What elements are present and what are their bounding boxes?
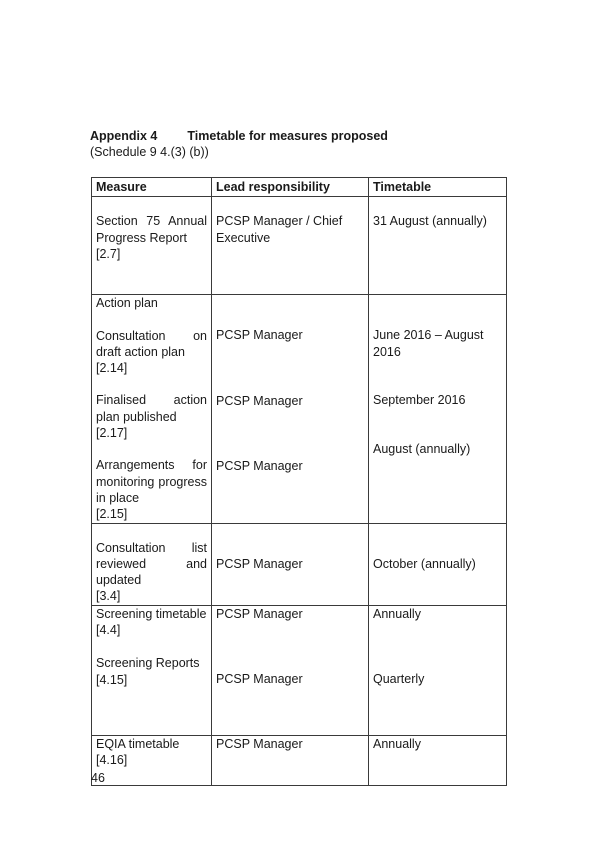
- measure-text: Consultation list reviewed and updated: [96, 540, 207, 588]
- timetable-text: August (annually): [373, 442, 471, 457]
- timetable-text: Annually: [373, 736, 421, 751]
- measure-text: EQIA timetable: [96, 736, 180, 751]
- timetable-cell: [369, 523, 507, 605]
- measure-text: Finalised action plan published: [96, 393, 207, 424]
- lead-text: PCSP Manager: [216, 556, 303, 571]
- paragraph-ref: [4.15]: [96, 672, 128, 687]
- lead-text: PCSP Manager: [216, 458, 303, 473]
- appendix-heading: [90, 128, 388, 144]
- appendix-title: Timetable for measures proposed: [187, 129, 388, 143]
- lead-text: PCSP Manager / Chief Executive: [216, 214, 343, 245]
- paragraph-ref: [2.17]: [96, 426, 128, 441]
- lead-text: PCSP Manager: [216, 328, 303, 343]
- paragraph-ref: [3.4]: [96, 589, 121, 604]
- timetable-cell: [369, 605, 507, 735]
- action-plan-heading: Action plan: [96, 296, 158, 311]
- timetable-text: Quarterly: [373, 672, 425, 687]
- table-row: [92, 197, 507, 295]
- measure-cell: [92, 295, 212, 523]
- lead-cell: [212, 605, 369, 735]
- timetable-text: Annually: [373, 606, 421, 621]
- table-row: [92, 523, 507, 605]
- measure-cell: [92, 735, 212, 785]
- lead-cell: [212, 523, 369, 605]
- measure-text: Consultation on draft action plan: [96, 328, 207, 359]
- timetable-cell: [369, 295, 507, 523]
- appendix-label: Appendix 4: [90, 129, 158, 143]
- paragraph-ref: [4.16]: [96, 753, 128, 768]
- lead-text: PCSP Manager: [216, 606, 303, 621]
- page-number: 46: [91, 771, 105, 785]
- page-heading: [90, 128, 388, 160]
- table-header-row: [92, 178, 507, 197]
- paragraph-ref: [2.15]: [96, 507, 128, 522]
- measure-text: Section 75 Annual Progress Report: [96, 214, 207, 245]
- table-row: [92, 735, 507, 785]
- lead-cell: [212, 735, 369, 785]
- timetable-cell: [369, 735, 507, 785]
- timetable-text: 31 August (annually): [373, 214, 487, 229]
- timetable-text: September 2016: [373, 392, 466, 407]
- lead-text: PCSP Manager: [216, 672, 303, 687]
- paragraph-ref: [2.14]: [96, 361, 128, 376]
- lead-text: PCSP Manager: [216, 393, 303, 408]
- lead-cell: [212, 295, 369, 523]
- measure-cell: [92, 605, 212, 735]
- timetable-text: June 2016 – August 2016: [373, 328, 484, 359]
- paragraph-ref: [4.4]: [96, 623, 121, 638]
- header-lead-responsibility: Lead responsibility: [212, 178, 369, 197]
- paragraph-ref: [2.7]: [96, 246, 121, 261]
- measure-cell: [92, 197, 212, 295]
- table-row: [92, 295, 507, 523]
- measures-timetable: [91, 177, 507, 786]
- lead-text: PCSP Manager: [216, 736, 303, 751]
- lead-cell: [212, 197, 369, 295]
- measure-text: Screening timetable: [96, 606, 207, 621]
- timetable-cell: [369, 197, 507, 295]
- measure-text: Screening Reports: [96, 656, 200, 671]
- table-row: [92, 605, 507, 735]
- schedule-reference: (Schedule 9 4.(3) (b)): [90, 145, 209, 159]
- measure-cell: [92, 523, 212, 605]
- measure-text: Arrangements for monitoring progress in place: [96, 458, 207, 505]
- header-timetable: Timetable: [369, 178, 507, 197]
- timetable-text: October (annually): [373, 556, 476, 571]
- header-measure: Measure: [92, 178, 212, 197]
